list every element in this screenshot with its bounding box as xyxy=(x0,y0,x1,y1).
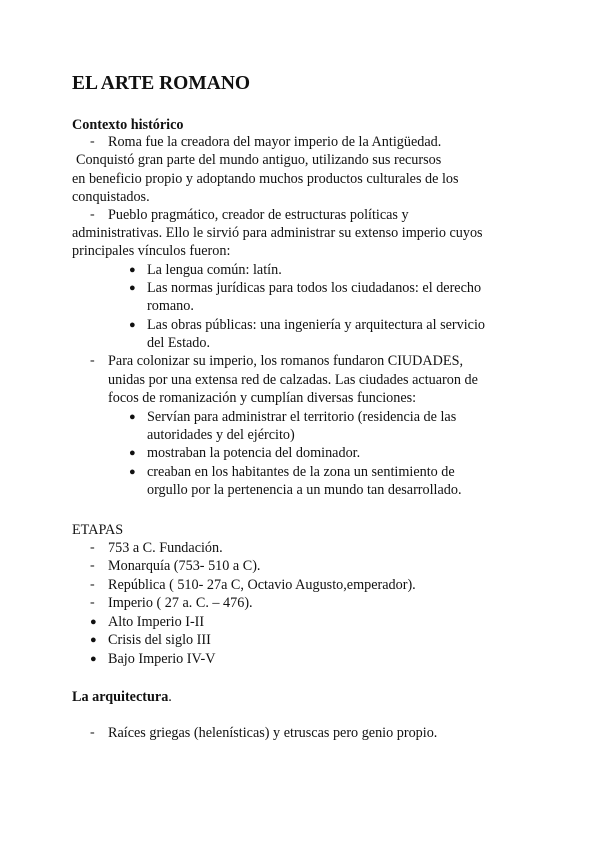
bullet-marker: ● xyxy=(129,264,136,276)
list-item: Bajo Imperio IV-V xyxy=(108,651,216,667)
bullet-marker: ● xyxy=(129,319,136,331)
section-heading-etapas: ETAPAS xyxy=(72,522,124,538)
bullet-marker: ● xyxy=(90,616,97,628)
dash-marker: - xyxy=(90,353,95,368)
dash-marker: - xyxy=(90,725,95,740)
bullet-marker: ● xyxy=(90,634,97,646)
dash-marker: - xyxy=(90,595,95,610)
bullet-marker: ● xyxy=(129,282,136,294)
paragraph-line: Para colonizar su imperio, los romanos fundaron CIUDADES, xyxy=(108,353,464,369)
paragraph-line: Conquistó gran parte del mundo antiguo, utilizando sus recursos xyxy=(76,152,442,168)
list-item-continuation: del Estado. xyxy=(147,335,211,351)
paragraph-line: Pueblo pragmático, creador de estructuras políticas y xyxy=(108,207,409,223)
paragraph-line: en beneficio propio y adoptando muchos productos culturales de los xyxy=(72,171,459,187)
list-item: La lengua común: latín. xyxy=(147,262,282,278)
list-item-continuation: romano. xyxy=(147,298,194,314)
heading-text: La arquitectura xyxy=(72,689,169,705)
list-item: mostraban la potencia del dominador. xyxy=(147,445,361,461)
dash-marker: - xyxy=(90,207,95,222)
document-title: EL ARTE ROMANO xyxy=(72,73,251,94)
list-item: Raíces griegas (helenísticas) y etruscas pero genio propio. xyxy=(108,725,438,741)
list-item: Las obras públicas: una ingeniería y arquitectura al servicio xyxy=(147,317,486,333)
list-item: Las normas jurídicas para todos los ciudadanos: el derecho xyxy=(147,280,482,296)
paragraph-line: Roma fue la creadora del mayor imperio de la Antigüedad. xyxy=(108,134,442,150)
list-item: República ( 510- 27a C, Octavio Augusto,emperador). xyxy=(108,577,416,593)
dash-marker: - xyxy=(90,558,95,573)
section-heading-arquitectura xyxy=(72,688,172,706)
bullet-marker: ● xyxy=(129,466,136,478)
bullet-marker: ● xyxy=(129,411,136,423)
bullet-marker: ● xyxy=(129,447,136,459)
list-item-continuation: orgullo por la pertenencia a un mundo tan desarrollado. xyxy=(147,482,462,498)
list-item: Servían para administrar el territorio (residencia de las xyxy=(147,409,457,425)
bullet-marker: ● xyxy=(90,653,97,665)
paragraph-line: unidas por una extensa red de calzadas. Las ciudades actuaron de xyxy=(108,372,478,388)
paragraph-line: principales vínculos fueron: xyxy=(72,243,231,259)
dash-marker: - xyxy=(90,134,95,149)
list-item: Crisis del siglo III xyxy=(108,632,211,648)
dash-marker: - xyxy=(90,577,95,592)
section-heading-contexto: Contexto histórico xyxy=(72,117,184,133)
list-item: Alto Imperio I-II xyxy=(108,614,205,630)
paragraph-line: focos de romanización y cumplían diversas funciones: xyxy=(108,390,417,406)
paragraph-line: conquistados. xyxy=(72,189,150,205)
list-item: Imperio ( 27 a. C. – 476). xyxy=(108,595,253,611)
heading-period: . xyxy=(168,689,172,705)
list-item: 753 a C. Fundación. xyxy=(108,540,223,556)
list-item: Monarquía (753- 510 a C). xyxy=(108,558,261,574)
paragraph-line: administrativas. Ello le sirvió para administrar su extenso imperio cuyos xyxy=(72,225,483,241)
dash-marker: - xyxy=(90,540,95,555)
list-item: creaban en los habitantes de la zona un sentimiento de xyxy=(147,464,455,480)
list-item-continuation: autoridades y del ejército) xyxy=(147,427,295,443)
